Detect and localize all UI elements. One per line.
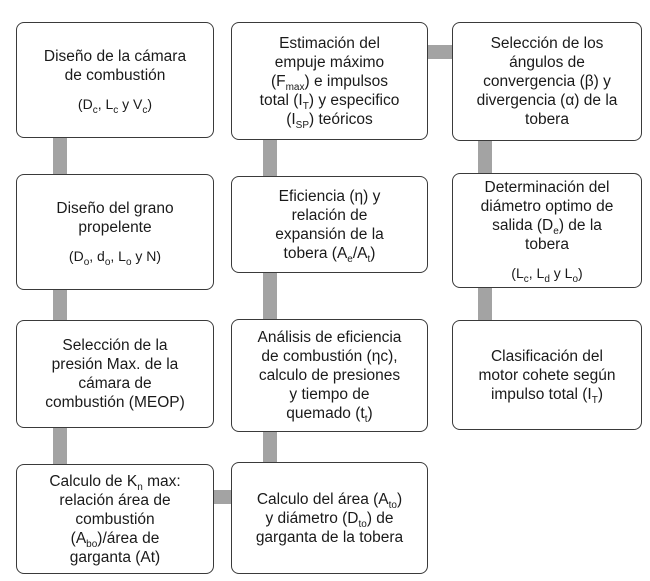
connector-b3-b6 bbox=[478, 141, 492, 173]
connector-b5-b2 bbox=[263, 140, 277, 176]
box-throat-area-calculation bbox=[231, 462, 428, 574]
box-text: ($D_o$, $d_o$, $L_o$ y N) bbox=[68, 247, 162, 268]
box-propellant-grain-design bbox=[16, 174, 214, 290]
box-efficiency-expansion-ratio bbox=[231, 176, 428, 273]
box-text: Análisis de eficiencia de combustión (ηc), calculo de presiones y tiempo de quemado $(t_t)$ bbox=[257, 329, 402, 426]
box-text: ($D_c$, $L_c$ y $V_c$) bbox=[77, 95, 153, 116]
box-combustion-chamber-design bbox=[16, 22, 214, 138]
box-text: Eficiencia (η) y relación de expansión de la tobera $(A_e/A_t)$ bbox=[275, 187, 384, 265]
box-text: Determinación del diámetro optimo de salida $(D_e)$ de la tobera bbox=[480, 179, 614, 253]
box-text: Selección de la presión Max. de la cámara de combustión (MEOP) bbox=[45, 337, 185, 411]
box-text: Selección de los ángulos de convergencia (β) y divergencia (α) de la tobera bbox=[476, 35, 618, 128]
connector-b4-b7 bbox=[53, 290, 67, 320]
box-combustion-efficiency-analysis bbox=[231, 319, 428, 432]
connector-b8-b5 bbox=[263, 273, 277, 319]
box-text: Calculo del área $(A_{to})$ y diámetro $(D_{to})$ de garganta de la tobera bbox=[255, 490, 404, 546]
box-nozzle-angles-selection bbox=[452, 22, 642, 141]
box-exit-diameter-determination bbox=[452, 173, 642, 288]
box-text: ($L_c$, $L_d$ y $L_o$) bbox=[511, 265, 583, 285]
connector-b1-b4 bbox=[53, 138, 67, 174]
connector-b7-b10 bbox=[53, 428, 67, 464]
connector-b2-b3 bbox=[428, 45, 452, 59]
box-motor-classification bbox=[452, 320, 642, 430]
connector-b6-b9 bbox=[478, 288, 492, 320]
box-text: Diseño del grano propelente bbox=[56, 199, 174, 236]
box-text: Clasificación del motor cohete según impulso total $(I_T)$ bbox=[478, 347, 616, 406]
connector-b11-b8 bbox=[263, 432, 277, 462]
box-text: Estimación del empuje máximo $(F_{max})$ e impulsos total $(I_T)$ y especifico $(I_{SP})$ teóricos bbox=[259, 34, 400, 131]
box-kn-max-calculation bbox=[16, 464, 214, 574]
box-thrust-impulse-estimation bbox=[231, 22, 428, 140]
box-text: Diseño de la cámara de combustión bbox=[43, 47, 187, 84]
box-meop-selection bbox=[16, 320, 214, 428]
box-text: Calculo de $K_n$ max: relación área de combustión $(A_{bo})$/área de garganta (At) bbox=[49, 472, 181, 566]
